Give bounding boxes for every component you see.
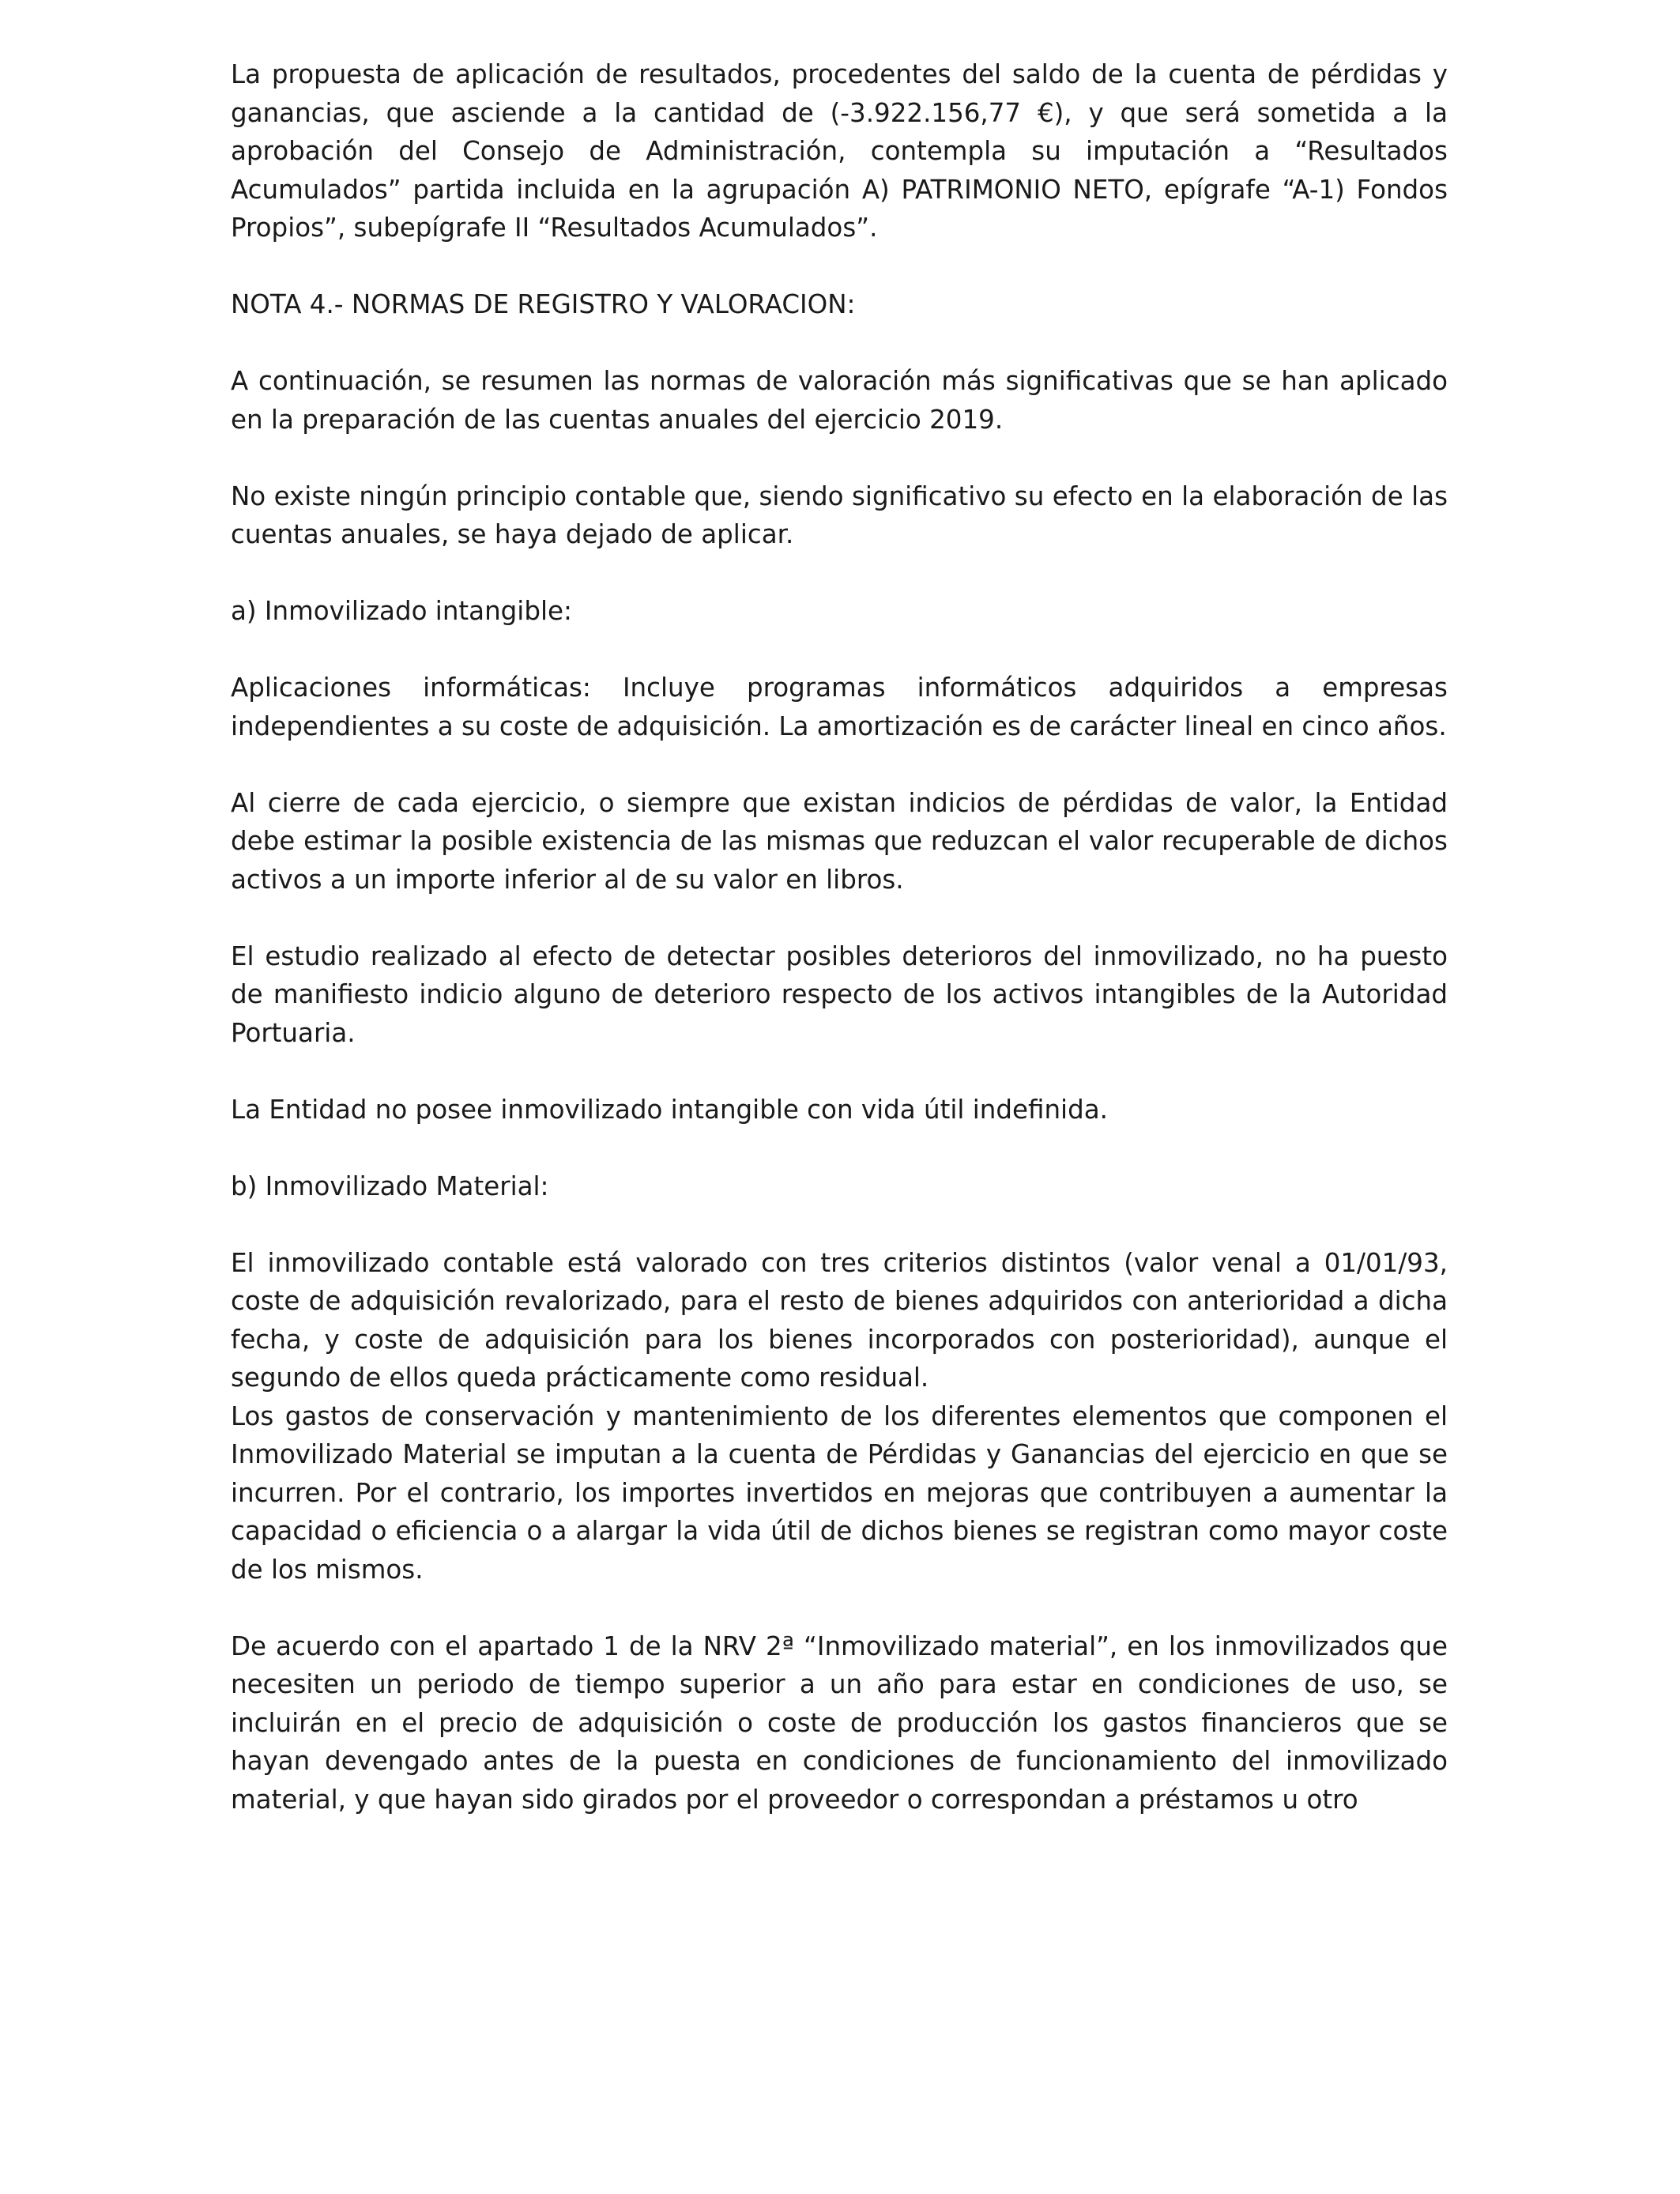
section-heading-nota-4: NOTA 4.- NORMAS DE REGISTRO Y VALORACION: xyxy=(231,289,856,319)
paragraph-aplicaciones-informaticas: Aplicaciones informáticas: Incluye programas informáticos adquiridos a empresas independientes a su coste de adquisición. La amortización es de carácter lineal en cinco años. xyxy=(231,673,1448,741)
paragraph-resumen-normas: A continuación, se resumen las normas de valoración más significativas que se han aplicado en la preparación de las cuentas anuales del ejercicio 2019. xyxy=(231,366,1448,435)
paragraph-vida-util-indefinida: La Entidad no posee inmovilizado intangible con vida útil indefinida. xyxy=(231,1094,1108,1125)
paragraph-cierre-ejercicio: Al cierre de cada ejercicio, o siempre que existan indicios de pérdidas de valor, la Entidad debe estimar la posible existencia de las mismas que reduzcan el valor recuperable de dichos activos a un importe inferior al de su valor en libros. xyxy=(231,787,1448,895)
paragraph-criterios-valoracion: El inmovilizado contable está valorado con tres criterios distintos (valor venal a 01/01/93, coste de adquisición revalorizado, para el resto de bienes adquiridos con anterioridad a dicha fecha, y coste de adquisición para los bienes incorporados con posterioridad), aunque el segundo de ellos queda prácticamente como residual. xyxy=(231,1247,1448,1393)
paragraph-aplicacion-resultados: La propuesta de aplicación de resultados, procedentes del saldo de la cuenta de pérdidas y ganancias, que asciende a la cantidad de (-3.922.156,77 €), y que será sometida a la aprobación del Consejo de Administración, contempla su imputación a “Resultados Acumulados” partida incluida en la agrupación A) PATRIMONIO NETO, epígrafe “A-1) Fondos Propios”, subepígrafe II “Resultados Acumulados”. xyxy=(231,59,1448,243)
paragraph-gastos-conservacion: Los gastos de conservación y mantenimiento de los diferentes elementos que componen el Inmovilizado Material se imputan a la cuenta de Pérdidas y Ganancias del ejercicio en que se incurren. Por el contrario, los importes invertidos en mejoras que contribuyen a aumentar la capacidad o eficiencia o a alargar la vida útil de dichos bienes se registran como mayor coste de los mismos. xyxy=(231,1400,1448,1585)
paragraph-estudio-deterioros: El estudio realizado al efecto de detectar posibles deterioros del inmovilizado, no ha puesto de manifiesto indicio alguno de deterioro respecto de los activos intangibles de la Autoridad Portuaria. xyxy=(231,941,1448,1048)
subheading-inmovilizado-material: b) Inmovilizado Material: xyxy=(231,1171,549,1201)
paragraph-principio-contable: No existe ningún principio contable que, siendo significativo su efecto en la elaboración de las cuentas anuales, se haya dejado de aplicar. xyxy=(231,481,1448,549)
subheading-inmovilizado-intangible: a) Inmovilizado intangible: xyxy=(231,596,572,626)
paragraph-nrv-2: De acuerdo con el apartado 1 de la NRV 2ª “Inmovilizado material”, en los inmovilizados que necesiten un periodo de tiempo superior a un año para estar en condiciones de uso, se incluirán en el precio de adquisición o coste de producción los gastos financieros que se hayan devengado antes de la puesta en condiciones de funcionamiento del inmovilizado material, y que hayan sido girados por el proveedor o correspondan a préstamos u otro xyxy=(231,1630,1448,1815)
document-page xyxy=(231,55,1448,1857)
